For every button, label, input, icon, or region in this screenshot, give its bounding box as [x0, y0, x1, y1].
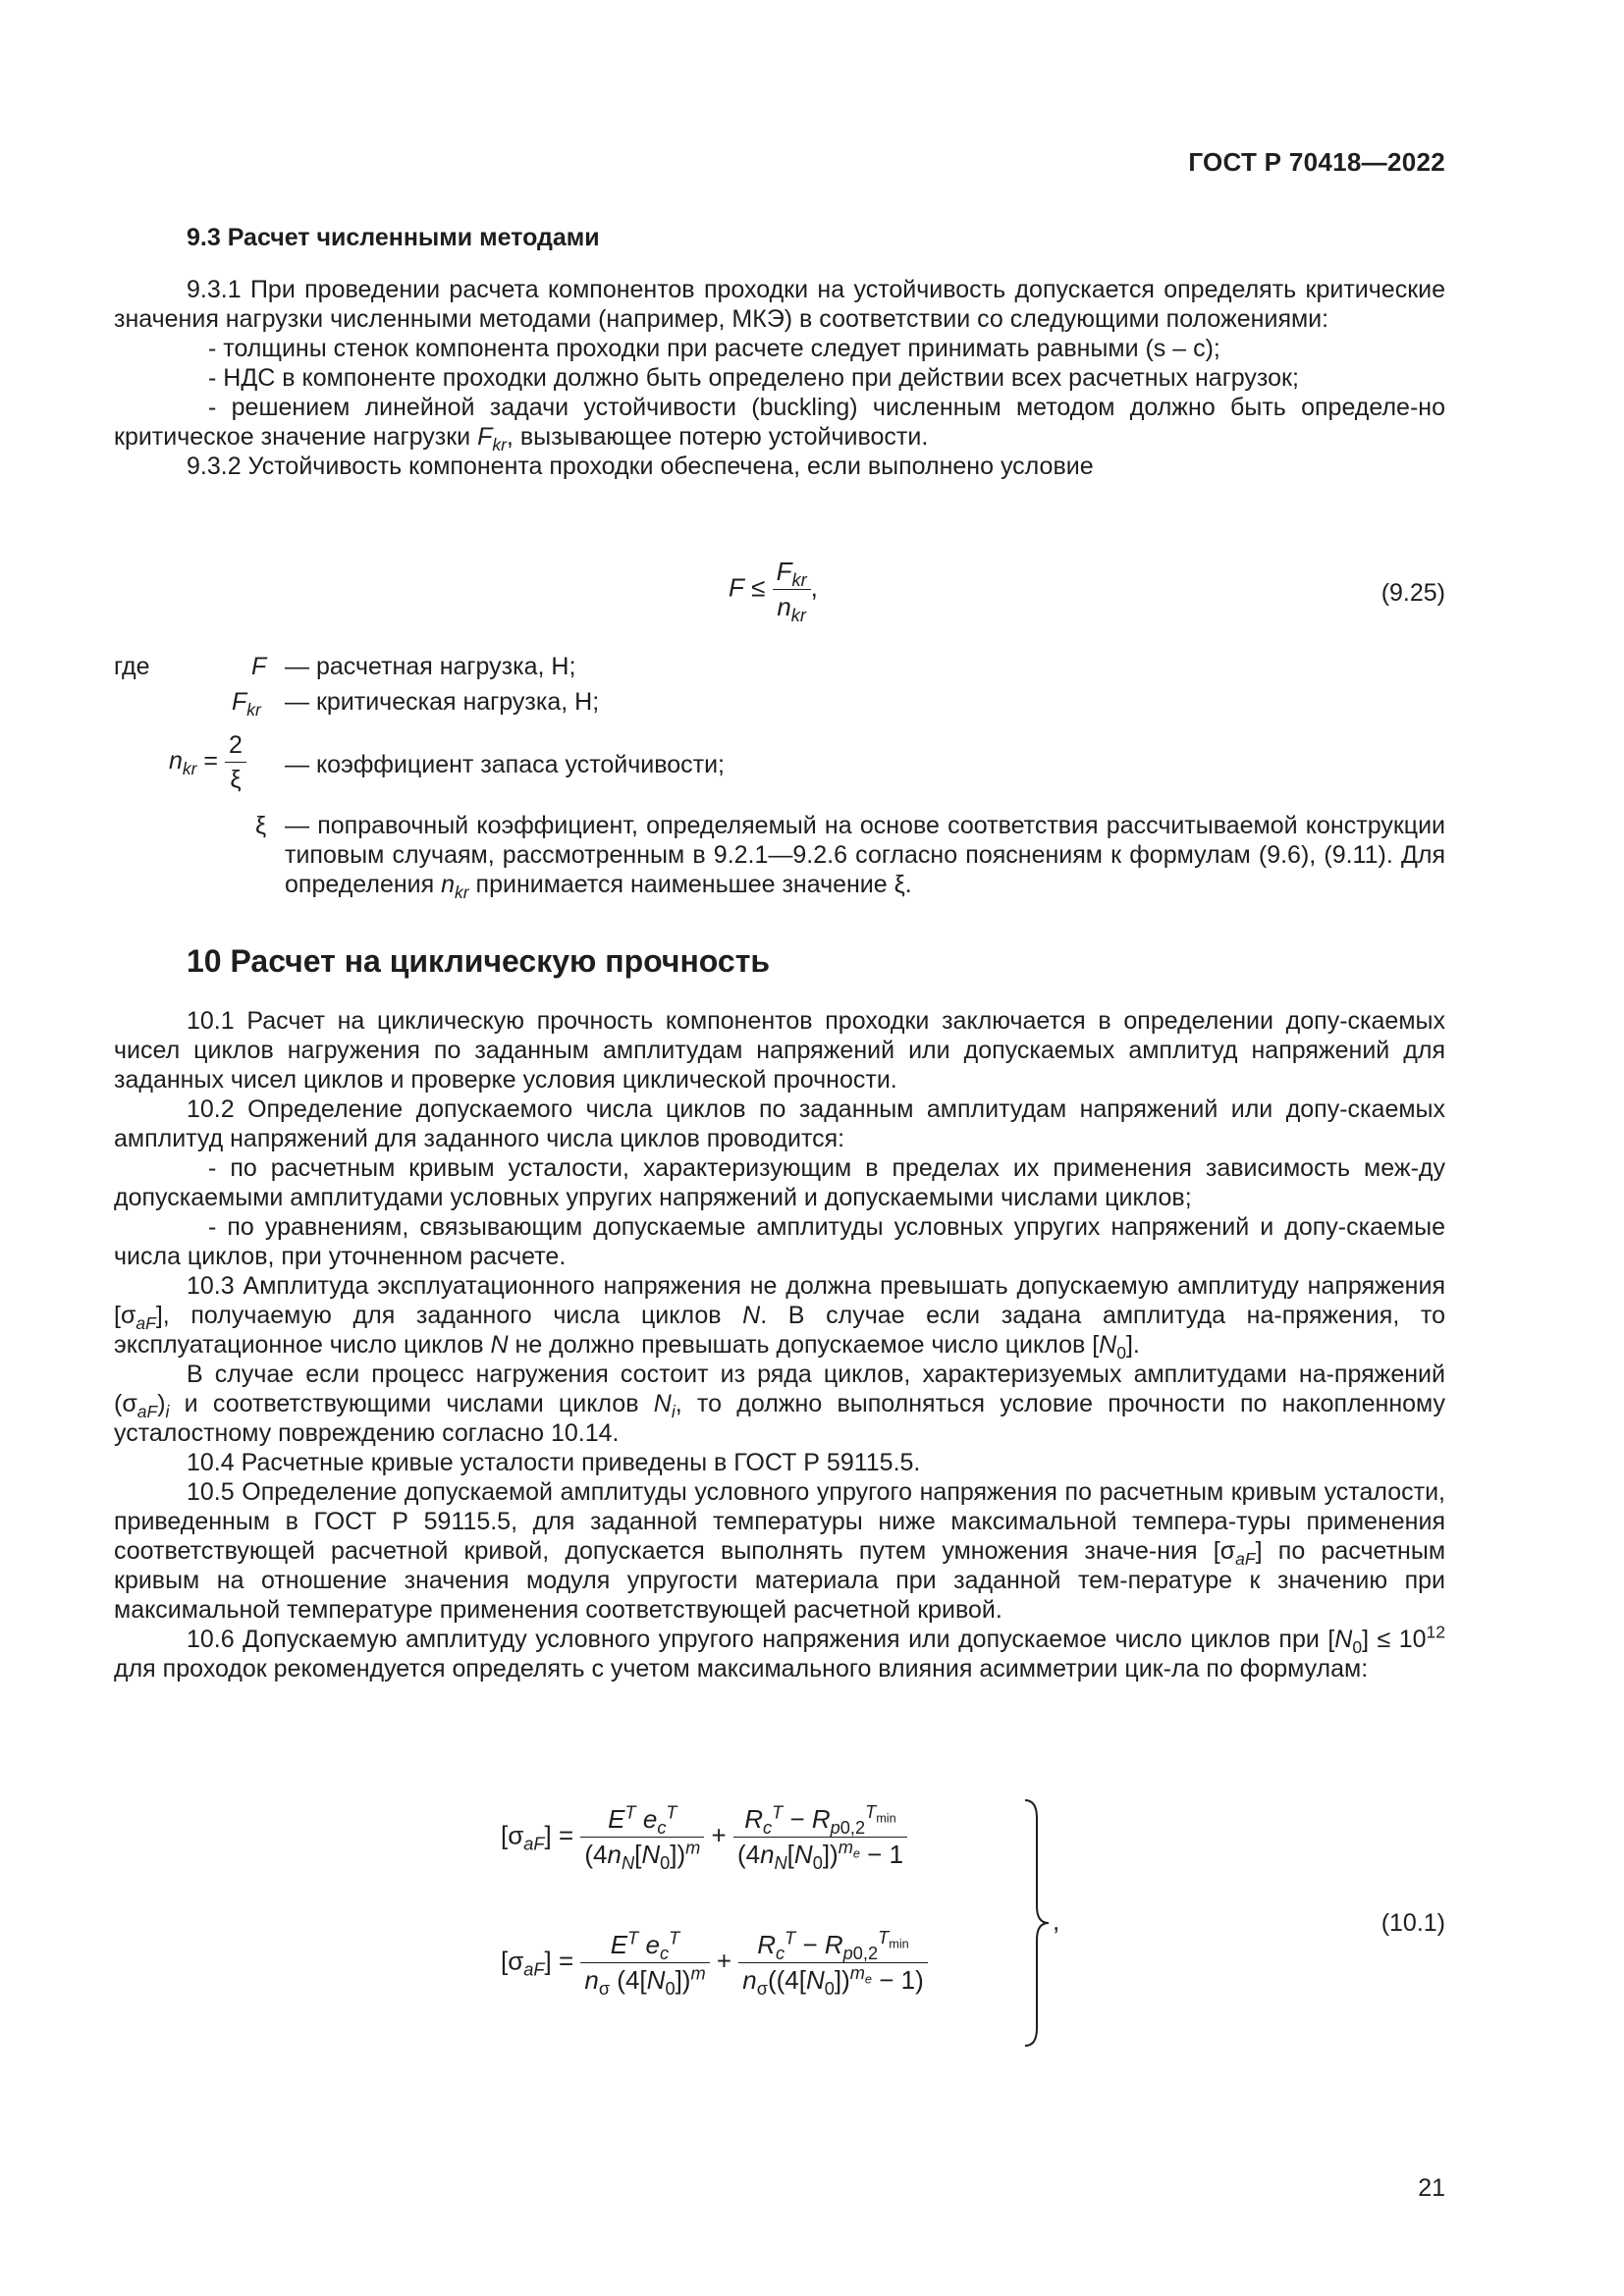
paragraph-9-3-2: 9.3.2 Устойчивость компонента проходки обеспечена, если выполнено условие	[187, 453, 1094, 480]
section-9-3-body	[114, 275, 1445, 481]
legend-desc-xi: — поправочный коэффициент, определяемый на основе соответствия рассчитываемой конструкции типовым случаям, рассмотренным в 9.2.1—9.2.6 согласно пояснениям к формулам (9.6), (9.11). Для определения $n_{kr}$ принимается наименьшее значение ξ.	[285, 812, 1445, 902]
document-header: ГОСТ Р 70418—2022	[1188, 147, 1445, 177]
paragraph-10-5: 10.5 Определение допускаемой амплитуды условного упругого напряжения по расчетным кривым усталости, приведенным в ГОСТ Р 59115.5, для заданной температуры ниже максимальной темпера-туры применения соответствующей расчетной кривой, допускается выполнять путем умножения значе-ния $[\sigma_{aF}]$ по расчетным кривым на отношение значения модуля упругости материала при заданной тем-пературе к значению при максимальной температуре применения соответствующей расчетной кривой.	[114, 1478, 1446, 1624]
paragraph-10-6: 10.6 Допускаемую амплитуду условного упругого напряжения или допускаемое число циклов при $[N_0] \le 10^{12}$ для проходок рекомендуется определять с учетом максимального влияния асимметрии цик-ла по формулам:	[114, 1622, 1445, 1682]
paragraph-10-4: 10.4 Расчетные кривые усталости приведены в ГОСТ Р 59115.5.	[187, 1449, 921, 1476]
legend-desc-fkr: — критическая нагрузка, Н;	[285, 688, 600, 716]
list-item-equations: - по уравнениям, связывающим допускаемые амплитуды условных упругих напряжений и допу-скаемые числа циклов, при уточненном расчете.	[114, 1213, 1445, 1270]
list-item-stress-state: - НДС в компоненте проходки должно быть определено при действии всех расчетных нагрузок;	[208, 364, 1299, 392]
equation-10-1-number: (10.1)	[1380, 1909, 1445, 1937]
equation-10-1-line-1: $[\sigma_{aF}]$ = $\frac{E^T e_c^T}{(4n_N[N_0])^m}$ + $\frac{R_c^T - R_{p0,2}^{T_{min}}}{(4n_N[N_0])^{m_e} - 1}$	[501, 1804, 907, 1870]
section-9-3-title: 9.3 Расчет численными методами	[187, 224, 600, 251]
legend-desc-f: — расчетная нагрузка, Н;	[285, 653, 576, 680]
legend-symbol-fkr: $F_{kr}$	[232, 688, 261, 720]
paragraph-10-1: 10.1 Расчет на циклическую прочность компонентов проходки заключается в определении допу-скаемых чисел циклов нагружения по заданным амплитудам напряжений или допускаемых амплитуд напряжений для заданных чисел циклов и проверке условия циклической прочности.	[114, 1007, 1445, 1094]
equation-10-1-right-brace	[1021, 1798, 1056, 2048]
legend-symbol-xi: ξ	[255, 812, 267, 839]
page-number: 21	[1418, 2174, 1445, 2202]
equation-9-25-number: (9.25)	[1380, 579, 1445, 607]
legend-symbol-f: F	[251, 653, 267, 680]
equation-9-25: F ≤ $\frac{F_{kr}}{n_{kr}}$ ,	[729, 557, 818, 626]
list-item-thickness: - толщины стенок компонента проходки при расчете следует принимать равными (s – c);	[208, 335, 1220, 362]
section-10-body	[114, 1006, 1445, 1683]
list-item-fatigue-curves: - по расчетным кривым усталости, характеризующим в пределах их применения зависимость меж-ду допускаемыми амплитудами условных упругих напряжений и допускаемыми числами циклов;	[114, 1154, 1445, 1211]
paragraph-10-2: 10.2 Определение допускаемого числа циклов по заданным амплитудам напряжений или допу-скаемых амплитуд напряжений для заданного числа циклов проводится:	[114, 1095, 1445, 1152]
equation-10-1-comma: ,	[1053, 1906, 1060, 1936]
paragraph-10-3-cycles: В случае если процесс нагружения состоит из ряда циклов, характеризуемых амплитудами на-пряжений $(\sigma_{aF})_i$ и соответствующими числами циклов $N_i$, то должно выполняться условие прочности по накопленному усталостному повреждению согласно 10.14.	[114, 1361, 1446, 1447]
equation-10-1-line-2: $[\sigma_{aF}]$ = $\frac{E^T e_c^T}{n_\sigma (4[N_0])^m}$ + $\frac{R_c^T - R_{p0,2}^{T_{min}}}{n_\sigma((4[N_0])^{m_e} - 1)}$	[501, 1930, 928, 1996]
list-item-buckling: - решением линейной задачи устойчивости (buckling) численным методом должно быть определе-но критическое значение нагрузки $F_{kr}$, вызывающее потерю устойчивости.	[114, 394, 1445, 454]
paragraph-9-3-1: 9.3.1 При проведении расчета компонентов проходки на устойчивость допускается определять критические значения нагрузки численными методами (например, МКЭ) в соответствии со следующими положениями:	[114, 276, 1445, 333]
section-10-title: 10 Расчет на циклическую прочность	[187, 943, 771, 979]
legend-symbol-nkr: $n_{kr}$ = $\frac{2}{\xi}$	[169, 730, 246, 794]
legend-desc-nkr: — коэффициент запаса устойчивости;	[285, 751, 725, 778]
paragraph-10-3: 10.3 Амплитуда эксплуатационного напряжения не должна превышать допускаемую амплитуду напряжения $[\sigma_{aF}]$, получаемую для заданного числа циклов N. В случае если задана амплитуда на-пряжения, то эксплуатационное число циклов N не должно превышать допускаемое число циклов $[N_0]$.	[114, 1272, 1445, 1362]
legend-where-label: где	[114, 653, 150, 680]
